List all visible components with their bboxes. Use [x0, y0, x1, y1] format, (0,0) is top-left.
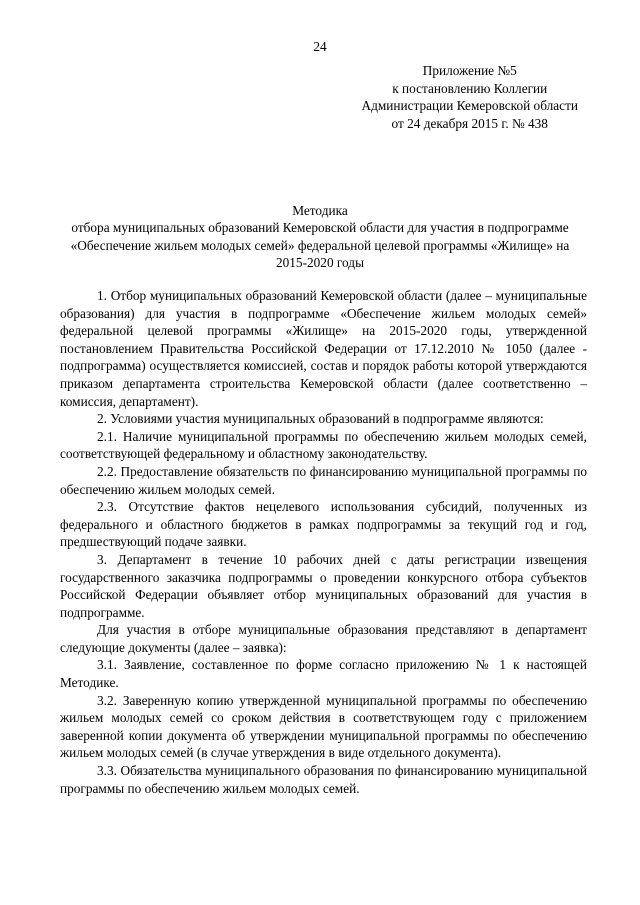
paragraph-3-1: 3.1. Заявление, составленное по форме согласно приложению № 1 к настоящей Методике. — [60, 657, 587, 691]
appendix-line-4: от 24 декабря 2015 г. № 438 — [391, 115, 548, 131]
appendix-line-2: к постановлению Коллегии — [392, 80, 548, 96]
title-heading: Методика — [292, 203, 348, 218]
paragraph-3-2: 3.2. Заверенную копию утвержденной муниципальной программы по обеспечению жильем молодых семей со сроком действия в соответствующем году с приложением заверенной копии документа об утверждении муниципальной программы по обеспечению жильем молодых семей (в случае утверждения в виде отдельного документа). — [60, 692, 587, 761]
appendix-line-1: Приложение №5 — [422, 63, 517, 78]
paragraph-2: 2. Условиями участия муниципальных образований в подпрограмме являются: — [97, 411, 544, 427]
paragraph-3-3: 3.3. Обязательства муниципального образования по финансированию муниципальной программы по обеспечению жильем молодых семей. — [60, 763, 587, 796]
page-number: 24 — [313, 39, 327, 54]
paragraph-3: 3. Департамент в течение 10 рабочих дней с даты регистрации извещения государственного заказчика подпрограммы о проведении конкурсного отбора субъектов Российской Федерации объявляет отбор муниципальных образований для участия в подпрограмме. — [60, 551, 587, 620]
paragraph-1: 1. Отбор муниципальных образований Кемеровской области (далее – муниципальные образования) для участия в подпрограмме «Обеспечение жильем молодых семей» федеральной целевой программы «Жилище» на 2015-2020 годы, утвержденной постановлением Правительства Российской Федерации от 17.12.2010 № 1050 (далее - подпрограмма) осуществляется комиссией, состав и порядок работы которой утверждаются приказом департамента строительства Кемеровской области (далее соответственно – комиссия, департамент). — [60, 288, 587, 409]
paragraph-3-intro: Для участия в отборе муниципальные образования представляют в департамент следующие документы (далее – заявка): — [60, 622, 587, 655]
document-body — [60, 287, 587, 797]
title-subtitle: отбора муниципальных образований Кемеровской области для участия в подпрограмме «Обеспечение жильем молодых семей» федеральной целевой программы «Жилище» на 2015-2020 годы — [70, 220, 570, 271]
paragraph-2-2: 2.2. Предоставление обязательств по финансированию муниципальной программы по обеспечению жильем молодых семей. — [60, 463, 587, 497]
appendix-line-3: Администрации Кемеровской области — [361, 98, 578, 113]
appendix-header — [361, 62, 578, 132]
paragraph-2-3: 2.3. Отсутствие фактов нецелевого использования субсидий, полученных из федерального и областного бюджетов в рамках подпрограммы за текущий год и год, предшествующий подаче заявки. — [60, 499, 587, 550]
paragraph-2-1: 2.1. Наличие муниципальной программы по обеспечению жильем молодых семей, соответствующей федеральному и областному законодательству. — [60, 428, 587, 462]
document-title — [60, 202, 580, 272]
